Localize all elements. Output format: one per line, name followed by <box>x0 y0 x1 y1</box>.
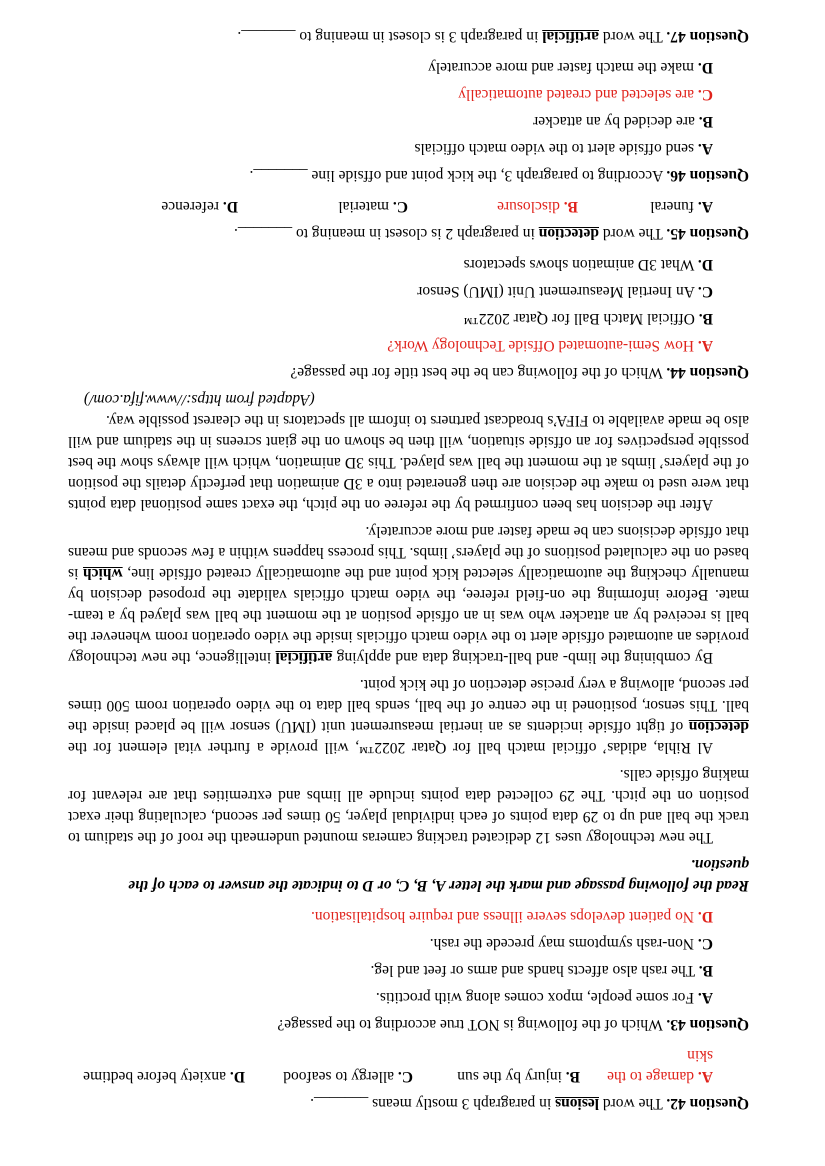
question-number: Question 47. <box>666 28 749 45</box>
question-46: Question 46. According to paragraph 3, the kick point and offside line _______. <box>249 167 749 184</box>
option-a[interactable]: A. funeral <box>650 198 713 215</box>
option-c[interactable]: C. are selected and created automatically <box>458 86 713 103</box>
q45-options <box>68 196 713 217</box>
option-a[interactable]: A. damage to the skin <box>607 1047 713 1085</box>
passage-paragraph-4: After the decision has been confirmed by the referee on the pitch, the exact same positional data points that were used to make the decision are then generated into a 3D animation that perfectly details the position of the players’ limbs at the moment the ball was played. This 3D animation, which will always show the best possible perspectives for an offside situation, will then be shown on the giant screens in the stadium and will also be made available to FIFA’s broadcast partners to inform all spectators in the clearest possible way. <box>68 412 749 513</box>
keyword: detection <box>538 225 599 242</box>
question-42: Question 42. The word lesions in paragraph 3 mostly means _______. <box>310 1095 749 1112</box>
option-d[interactable]: D. No patient develops severe illness and require hospitalisation. <box>310 908 713 925</box>
question-43: Question 43. Which of the following is NOT true according to the passage? <box>277 1016 749 1033</box>
keyword: lesions <box>555 1095 599 1112</box>
option-d[interactable]: D. What 3D animation shows spectators <box>463 256 713 273</box>
question-47: Question 47. The word artificial in paragraph 3 is closest in meaning to _______. <box>237 28 749 45</box>
question-number: Question 46. <box>666 167 749 184</box>
question-number: Question 43. <box>666 1016 749 1033</box>
option-a[interactable]: A. For some people, mpox comes along with proctitis. <box>375 989 713 1006</box>
question-number: Question 44. <box>666 364 749 381</box>
reading-instruction: Read the following passage and mark the letter A, B, C, or D to indicate the answer to each of the question. <box>128 856 749 894</box>
passage-paragraph-2: Al Rihla, adidas’ official match ball for Qatar 2022™, will provide a further vital element for the detection of tight offside incidents as an inertial measurement unit (IMU) sensor will be placed inside the ball. This sensor, positioned in the centre of the ball, sends ball data to the video operation room 500 times per second, allowing a very precise detection of the kick point. <box>68 676 749 756</box>
option-b[interactable]: B. The rash also affects hands and arms or feet and leg. <box>370 962 713 979</box>
option-b[interactable]: B. injury by the sun <box>457 1068 580 1085</box>
option-a[interactable]: A. How Semi-automated Offside Technology Work? <box>387 337 713 354</box>
option-c[interactable]: C. An Inertial Measurement Unit (IMU) Sensor <box>417 283 713 300</box>
question-45: Question 45. The word detection in paragraph 2 is closest in meaning to _______. <box>233 225 749 242</box>
passage-paragraph-1: The new technology uses 12 dedicated tracking cameras mounted underneath the roof of the stadium to track the ball and up to 29 data points of each individual player, 50 times per second, calculating their exact position on the pitch. The 29 collected data points include all limbs and extremities that are relevant for making offside calls. <box>68 766 749 846</box>
option-b[interactable]: B. Official Match Ball for Qatar 2022™ <box>463 310 713 327</box>
option-c[interactable]: C. material <box>338 198 408 215</box>
option-c[interactable]: C. allergy to seafood <box>283 1068 413 1085</box>
passage-source: (Adapted from https://www.fifa.com/) <box>84 391 315 408</box>
option-b[interactable]: B. are decided by an attacker <box>533 113 713 130</box>
q42-options <box>68 1045 713 1087</box>
keyword: artificial <box>542 28 599 45</box>
option-c[interactable]: C. Non-rash symptoms may precede the rash. <box>429 935 713 952</box>
option-b[interactable]: B. disclosure <box>497 198 578 215</box>
question-number: Question 42. <box>666 1095 749 1112</box>
passage-paragraph-3: By combining the limb- and ball-tracking data and applying artificial intelligence, the new technology provides an automated offside alert to the video match officials inside the video operation room whenever the ball is received by an attacker who was in an offside position at the moment the ball was played by a team-mate. Before informing the on-field referee, the video match officials validate the proposed decision by manually checking the automatically selected kick point and the automatically created offside line, which is based on the calculated positions of the players’ limbs. This process happens within a few seconds and means that offside decisions can be made faster and more accurately. <box>68 523 749 666</box>
question-44: Question 44. Which of the following can be the best title for the passage? <box>290 364 749 381</box>
question-number: Question 45. <box>666 225 749 242</box>
option-d[interactable]: D. reference <box>161 198 238 215</box>
option-a[interactable]: A. send offside alert to the video match officials <box>414 140 713 157</box>
option-d[interactable]: D. make the match faster and more accurately <box>428 59 713 76</box>
option-d[interactable]: D. anxiety before bedtime <box>83 1068 245 1085</box>
